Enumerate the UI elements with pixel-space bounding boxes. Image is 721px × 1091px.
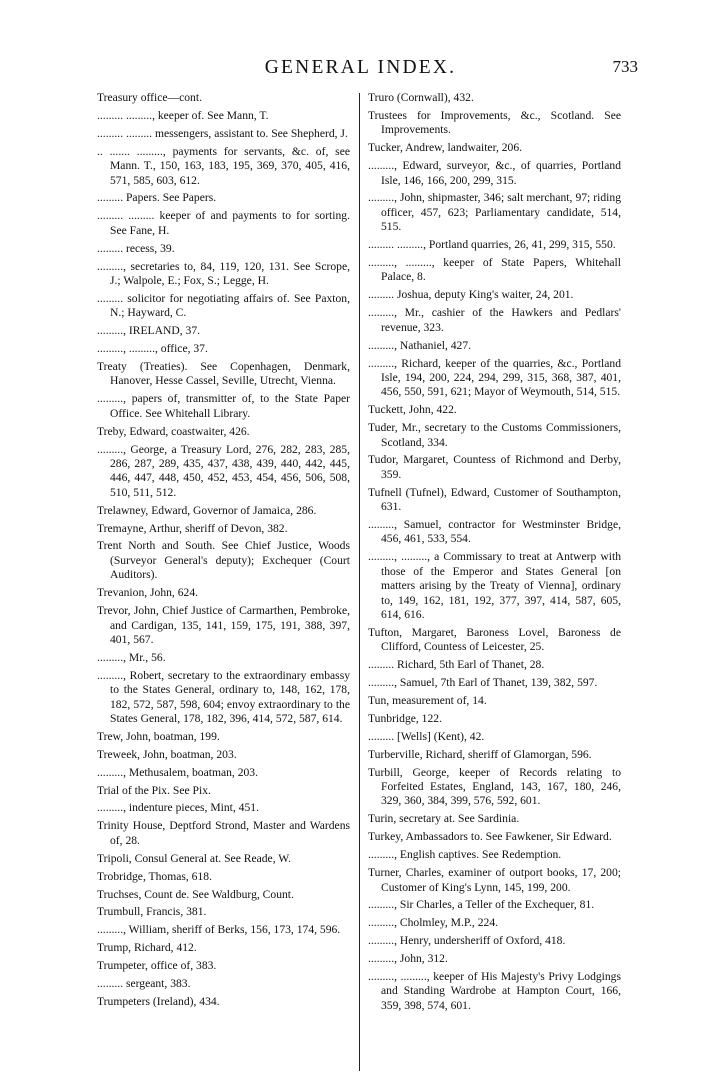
index-entry: ......... ......... keeper of and payments to for sorting. See Fane, H. — [97, 209, 350, 237]
index-entry: Tudor, Margaret, Countess of Richmond and Derby, 359. — [368, 453, 621, 481]
index-entry: ........., papers of, transmitter of, to the State Paper Office. See Whitehall Library. — [97, 392, 350, 420]
index-entry: ......... Joshua, deputy King's waiter, 24, 201. — [368, 288, 574, 302]
index-entry: ........., secretaries to, 84, 119, 120, 131. See Scrope, J.; Walpole, E.; Fox, S.; Legge, H. — [97, 259, 350, 287]
index-entry: Trevanion, John, 624. — [97, 586, 199, 600]
index-entry: Tripoli, Consul General at. See Reade, W. — [97, 851, 292, 865]
index-entry: Turbill, George, keeper of Records relating to Forfeited Estates, England, 143, 167, 180, 246, 329, 360, 384, 399, 576, 592, 601. — [368, 765, 621, 808]
index-entry: ........., Richard, keeper of the quarries, &c., Portland Isle, 194, 200, 224, 294, 299, 315, 368, 387, 401, 456, 550, 591, 621; Mayor of Weymouth, 514, 515. — [368, 356, 621, 399]
index-entry: ......... sergeant, 383. — [97, 977, 191, 991]
index-entry: Treaty (Treaties). See Copenhagen, Denmark, Hanover, Hesse Cassel, Seville, Utrecht, Vienna. — [97, 360, 350, 388]
index-entry: Tuckett, John, 422. — [368, 403, 457, 417]
index-entry: ........., Robert, secretary to the extraordinary embassy to the States General, ordinary to, 148, 162, 178, 182, 572, 587, 598, 604; envoy extraordinary to the States General, 178, 182, 396, 414, 572, 587, 614. — [97, 668, 350, 725]
index-entry: Trobridge, Thomas, 618. — [97, 869, 212, 883]
index-entry: Treby, Edward, coastwaiter, 426. — [97, 424, 250, 438]
index-entry: .. ....... ........., payments for servants, &c. of, see Mann. T., 150, 163, 183, 195, 369, 370, 405, 416, 571, 585, 603, 612. — [97, 144, 350, 187]
index-entry: Tunbridge, 122. — [368, 711, 442, 725]
index-entry: ........., Mr., cashier of the Hawkers and Pedlars' revenue, 323. — [368, 306, 621, 334]
index-entry: ........., John, shipmaster, 346; salt merchant, 97; riding officer, 457, 623; Parliamentary candidate, 514, 515. — [368, 191, 621, 234]
index-entry: ........., ........., office, 37. — [97, 342, 208, 356]
page-number: 733 — [612, 57, 638, 76]
index-entry: ........., Cholmley, M.P., 224. — [368, 916, 499, 930]
index-entry: Trumbull, Francis, 381. — [97, 905, 207, 919]
index-entry: ......... recess, 39. — [97, 241, 175, 255]
index-entry: Treweek, John, boatman, 203. — [97, 747, 237, 761]
running-title: GENERAL INDEX. — [264, 57, 457, 78]
index-entry: ........., Edward, surveyor, &c., of quarries, Portland Isle, 146, 166, 200, 299, 315. — [368, 159, 621, 187]
index-entry: Tufton, Margaret, Baroness Lovel, Baroness de Clifford, Countess of Leicester, 25. — [368, 625, 621, 654]
index-entry: Turner, Charles, examiner of outport books, 17, 200; Customer of King's Lynn, 145, 199, 200. — [368, 866, 621, 894]
index-entry: Truchses, Count de. See Waldburg, Count. — [97, 887, 294, 901]
index-entry: Trump, Richard, 412. — [97, 941, 197, 955]
index-entry: ........., George, a Treasury Lord, 276, 282, 283, 285, 286, 287, 289, 435, 437, 438, 439, 440, 442, 445, 446, 447, 448, 450, 452, 453, 454, 456, 506, 508, 510, 511, 512. — [97, 442, 350, 499]
index-entry: ......... Richard, 5th Earl of Thanet, 28. — [368, 658, 545, 672]
index-entry: ........., John, 312. — [368, 952, 448, 966]
index-entry: Trent North and South. See Chief Justice, Woods (Surveyor General's deputy); Exchequer (Court Auditors). — [97, 539, 350, 582]
index-entry: ........., ........., keeper of His Majesty's Privy Lodgings and Standing Wardrobe at Hampton Court, 166, 359, 398, 574, 601. — [368, 970, 621, 1012]
index-entry: Trinity House, Deptford Strond, Master and Wardens of, 28. — [97, 819, 350, 847]
index-entry: Trelawney, Edward, Governor of Jamaica, 286. — [97, 503, 317, 517]
index-entry: Trustees for Improvements, &c., Scotland. See Improvements. — [368, 108, 621, 137]
index-entry: Truro (Cornwall), 432. — [368, 91, 474, 104]
left-index-column — [97, 91, 350, 1013]
index-entry: Tufnell (Tufnel), Edward, Customer of Southampton, 631. — [368, 485, 621, 514]
index-entry: Tuder, Mr., secretary to the Customs Commissioners, Scotland, 334. — [368, 421, 621, 449]
index-entry: Trew, John, boatman, 199. — [97, 729, 220, 743]
index-entry: Treasury office—cont. — [97, 91, 202, 104]
index-entry: ........., ........., keeper of State Papers, Whitehall Palace, 8. — [368, 256, 621, 284]
index-entry: Trevor, John, Chief Justice of Carmarthen, Pembroke, and Cardigan, 135, 141, 159, 175, 191, 388, 397, 401, 567. — [97, 604, 350, 646]
index-entry: ......... ........., keeper of. See Mann, T. — [97, 108, 269, 122]
index-entry: ........., IRELAND, 37. — [97, 324, 201, 338]
index-entry: Trial of the Pix. See Pix. — [97, 783, 211, 797]
index-entry: ........., Mr., 56. — [97, 650, 166, 664]
index-entry: ........., Methusalem, boatman, 203. — [97, 765, 258, 779]
index-entry: ........., ........., a Commissary to treat at Antwerp with those of the Emperor and States General [on matters arising by the Treaty of Vienna], ordinary to, 149, 162, 181, 192, 377, 397, 414, 587, 605, 614, 616. — [368, 550, 621, 621]
index-entry: Tucker, Andrew, landwaiter, 206. — [368, 141, 523, 155]
index-entry: Turberville, Richard, sheriff of Glamorgan, 596. — [368, 747, 592, 761]
index-entry: Tremayne, Arthur, sheriff of Devon, 382. — [97, 521, 288, 535]
index-entry: ........., Nathaniel, 427. — [368, 338, 472, 352]
index-entry: Turin, secretary at. See Sardinia. — [368, 812, 520, 826]
index-entry: ......... ........., Portland quarries, 26, 41, 299, 315, 550. — [368, 238, 616, 252]
page-header — [0, 57, 721, 81]
index-entry: ........., Sir Charles, a Teller of the Exchequer, 81. — [368, 898, 595, 912]
index-entry: ........., English captives. See Redemption. — [368, 848, 562, 862]
index-entry: Tun, measurement of, 14. — [368, 694, 487, 708]
index-entry: ......... [Wells] (Kent), 42. — [368, 729, 485, 743]
index-entry: Trumpeter, office of, 383. — [97, 959, 217, 973]
right-index-column — [368, 91, 621, 1017]
index-entry: ........., Samuel, contractor for Westminster Bridge, 456, 461, 533, 554. — [368, 518, 621, 546]
index-entry: ........., Henry, undersheriff of Oxford, 418. — [368, 934, 566, 948]
index-entry: Turkey, Ambassadors to. See Fawkener, Sir Edward. — [368, 830, 612, 844]
index-entry: Trumpeters (Ireland), 434. — [97, 994, 220, 1008]
index-entry: ......... ......... messengers, assistant to. See Shepherd, J. — [97, 126, 348, 140]
index-entry: ........., Samuel, 7th Earl of Thanet, 139, 382, 597. — [368, 676, 598, 690]
index-entry: ......... solicitor for negotiating affairs of. See Paxton, N.; Hayward, C. — [97, 291, 350, 320]
column-divider — [359, 93, 360, 1071]
index-entry: ........., indenture pieces, Mint, 451. — [97, 801, 259, 815]
index-entry: ........., William, sheriff of Berks, 156, 173, 174, 596. — [97, 923, 341, 937]
index-entry: ......... Papers. See Papers. — [97, 191, 217, 205]
